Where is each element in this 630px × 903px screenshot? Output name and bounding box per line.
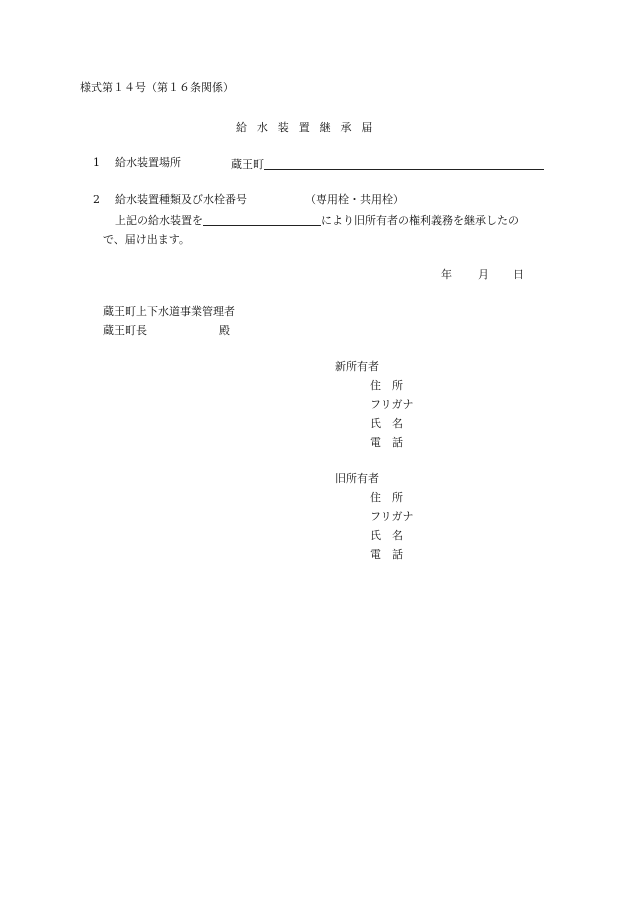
location-blank[interactable] xyxy=(264,157,544,170)
old-owner-address-label: 住 所 xyxy=(370,491,403,504)
form-number: 様式第１４号（第１６条関係） xyxy=(80,81,234,94)
date-day: 日 xyxy=(513,268,524,281)
date-month: 月 xyxy=(478,268,489,281)
old-owner-heading: 旧所有者 xyxy=(335,472,379,485)
addressee-honorific: 殿 xyxy=(219,324,230,337)
date-year: 年 xyxy=(441,268,452,281)
old-owner-name-label: 氏 名 xyxy=(370,529,403,542)
new-owner-phone-label: 電 話 xyxy=(370,436,403,449)
old-owner-furigana-label: フリガナ xyxy=(370,510,414,523)
item1-number: 1 xyxy=(93,156,100,169)
item1-field xyxy=(231,157,544,170)
new-owner-address-label: 住 所 xyxy=(370,379,403,392)
body-after-blank: により旧所有者の権利義務を継承したの xyxy=(321,214,519,227)
device-blank[interactable] xyxy=(203,213,321,226)
body-before-blank: 上記の給水装置を xyxy=(115,214,203,227)
new-owner-heading: 新所有者 xyxy=(335,360,379,373)
faucet-type-options: （専用栓・共用栓） xyxy=(305,193,404,206)
page-title: 給水装置継承届 xyxy=(236,121,383,134)
item1-prefix: 蔵王町 xyxy=(231,158,264,171)
old-owner-phone-label: 電 話 xyxy=(370,548,403,561)
addressee-line1: 蔵王町上下水道事業管理者 xyxy=(103,305,235,318)
item1-label: 給水装置場所 xyxy=(115,156,181,169)
addressee-line2: 蔵王町長 xyxy=(103,324,147,337)
body-line2: で、届け出ます。 xyxy=(103,233,190,246)
item2-number: 2 xyxy=(93,193,100,206)
new-owner-furigana-label: フリガナ xyxy=(370,398,414,411)
body-line1 xyxy=(115,213,519,226)
new-owner-name-label: 氏 名 xyxy=(370,417,403,430)
item2-label: 給水装置種類及び水栓番号 xyxy=(115,193,247,206)
